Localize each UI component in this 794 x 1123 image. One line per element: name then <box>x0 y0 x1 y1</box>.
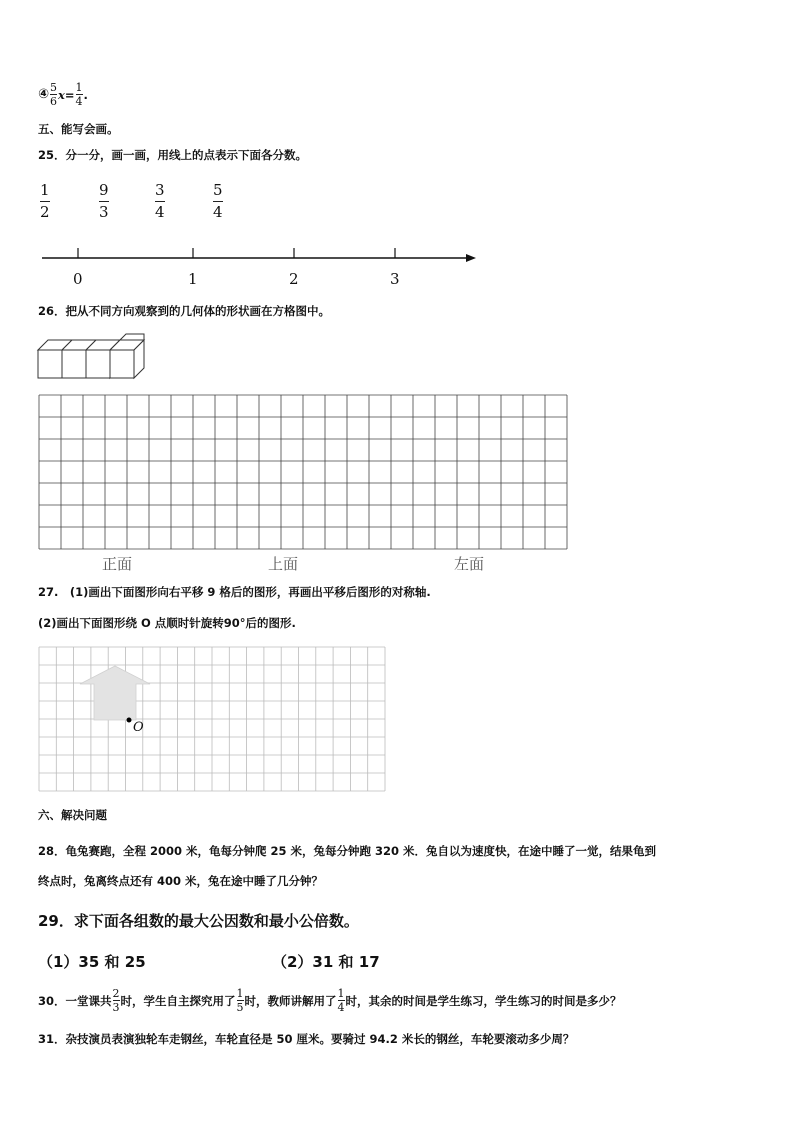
q27-question-part2: (2)画出下面图形绕 O 点顺时针旋转90°后的图形. <box>38 616 296 630</box>
view-label-left: 左面 <box>454 555 485 573</box>
q30-question: 30．一堂课共 2 3 时，学生自主探究用了 1 5 时，教师讲解用了 1 4 时，其余的时间是学生练习，学生练习的时间是多少？ <box>38 987 622 1014</box>
q29-part1: （1）35 和 25 <box>38 953 146 971</box>
q25-fraction-2: 9 3 <box>99 181 109 221</box>
q26-question: 26．把从不同方向观察到的几何体的形状画在方格图中。 <box>38 304 331 318</box>
q25-fraction-3: 3 4 <box>155 181 165 221</box>
q24-fraction-2: 1 4 <box>75 81 83 108</box>
q25-question: 25．分一分，画一画，用线上的点表示下面各分数。 <box>38 148 308 162</box>
section6-title: 六、解决问题 <box>38 808 107 822</box>
q24-equation: ④ 5 6 x = 1 4 . <box>38 81 88 108</box>
q31-question: 31．杂技演员表演独轮车走钢丝，车轮直径是 50 厘米。要骑过 94.2 米长的钢丝，车轮要滚动多少周？ <box>38 1032 575 1046</box>
q25-fraction-1: 1 2 <box>40 181 50 221</box>
q29-part2: （2）31 和 17 <box>272 953 380 971</box>
q24-variable: x <box>58 87 65 102</box>
axis-label-1: 1 <box>188 270 198 288</box>
q27-question-part1: 27. (1)画出下面图形向右平移 9 格后的图形，再画出平移后图形的对称轴. <box>38 585 431 599</box>
q26-cube-figure <box>36 333 156 383</box>
view-label-front: 正面 <box>102 555 133 573</box>
q30-fraction-3: 1 4 <box>337 987 345 1014</box>
q30-fraction-2: 1 5 <box>236 987 244 1014</box>
axis-label-3: 3 <box>390 270 400 288</box>
q28-line1: 28．龟兔赛跑，全程 2000 米，龟每分钟爬 25 米，兔每分钟跑 320 米．兔自以为速度快，在途中睡了一觉，结果龟到 <box>38 844 657 858</box>
point-o <box>127 718 132 723</box>
q28-line2: 终点时，兔离终点还有 400 米，兔在途中睡了几分钟？ <box>38 874 324 888</box>
view-label-top: 上面 <box>268 555 299 573</box>
q24-fraction-1: 5 6 <box>50 81 58 108</box>
q26-drawing-grid <box>38 394 569 550</box>
point-o-label: O <box>133 720 144 735</box>
q25-fraction-4: 5 4 <box>213 181 223 221</box>
axis-label-2: 2 <box>289 270 299 288</box>
q27-grid <box>38 646 388 796</box>
q25-number-line <box>0 240 794 270</box>
q24-circle-number: ④ <box>38 87 50 102</box>
section5-title: 五、能写会画。 <box>38 122 119 136</box>
q30-fraction-1: 2 3 <box>112 987 120 1014</box>
axis-label-0: 0 <box>73 270 83 288</box>
number-line-arrow <box>466 254 476 262</box>
q29-question: 29．求下面各组数的最大公因数和最小公倍数。 <box>38 912 359 930</box>
